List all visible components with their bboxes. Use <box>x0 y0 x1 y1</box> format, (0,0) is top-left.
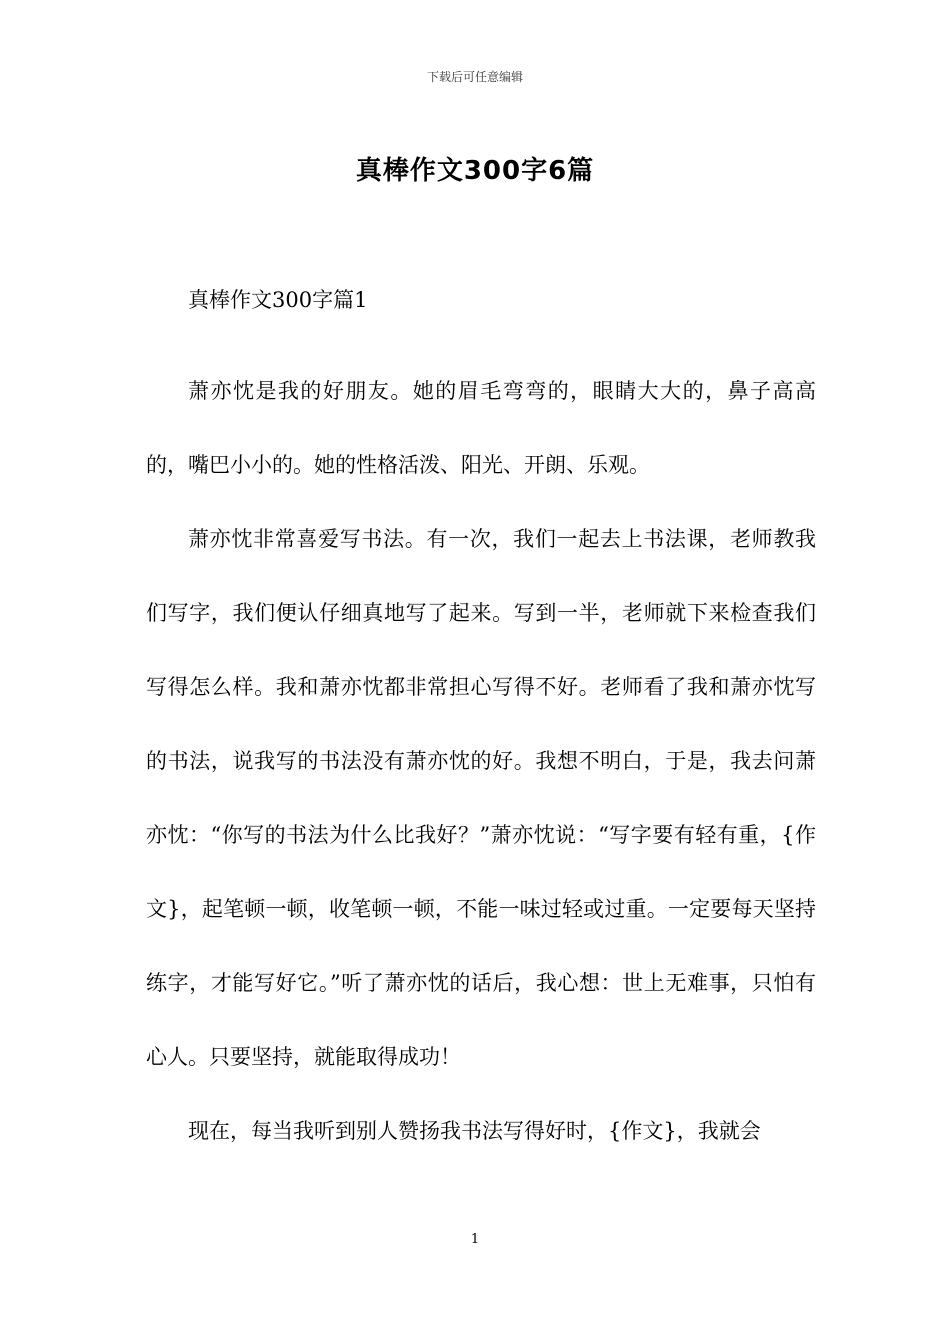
paragraph: 萧亦忱非常喜爱写书法。有一次，我们一起去上书法课，老师教我们写字，我们便认仔细真地写了起来。写到一半，老师就下来检查我们写得怎么样。我和萧亦忱都非常担心写得不好。老师看了我和萧亦忱写的书法，说我写的书法没有萧亦忱的好。我想不明白，于是，我去问萧亦忱：“你写的书法为什么比我好？”萧亦忱说：“写字要有轻有重，{作文}，起笔顿一顿，收笔顿一顿，不能一味过轻或过重。一定要每天坚持练字，才能写好它。”听了萧亦忱的话后，我心想：世上无难事，只怕有心人。只要坚持，就能取得成功！ <box>146 527 816 1069</box>
document-body <box>146 280 816 1168</box>
document-title: 真棒作文300字6篇 <box>355 156 595 186</box>
header-note: 下载后可任意编辑 <box>426 70 523 84</box>
page-number: 1 <box>470 1232 480 1247</box>
section-heading: 真棒作文300字篇1 <box>188 288 368 312</box>
paragraph: 萧亦忱是我的好朋友。她的眉毛弯弯的，眼睛大大的，鼻子高高的，嘴巴小小的。她的性格活泼、阳光、开朗、乐观。 <box>146 379 816 477</box>
paragraph: 现在，每当我听到别人赞扬我书法写得好时，{作文}，我就会 <box>188 1119 761 1143</box>
